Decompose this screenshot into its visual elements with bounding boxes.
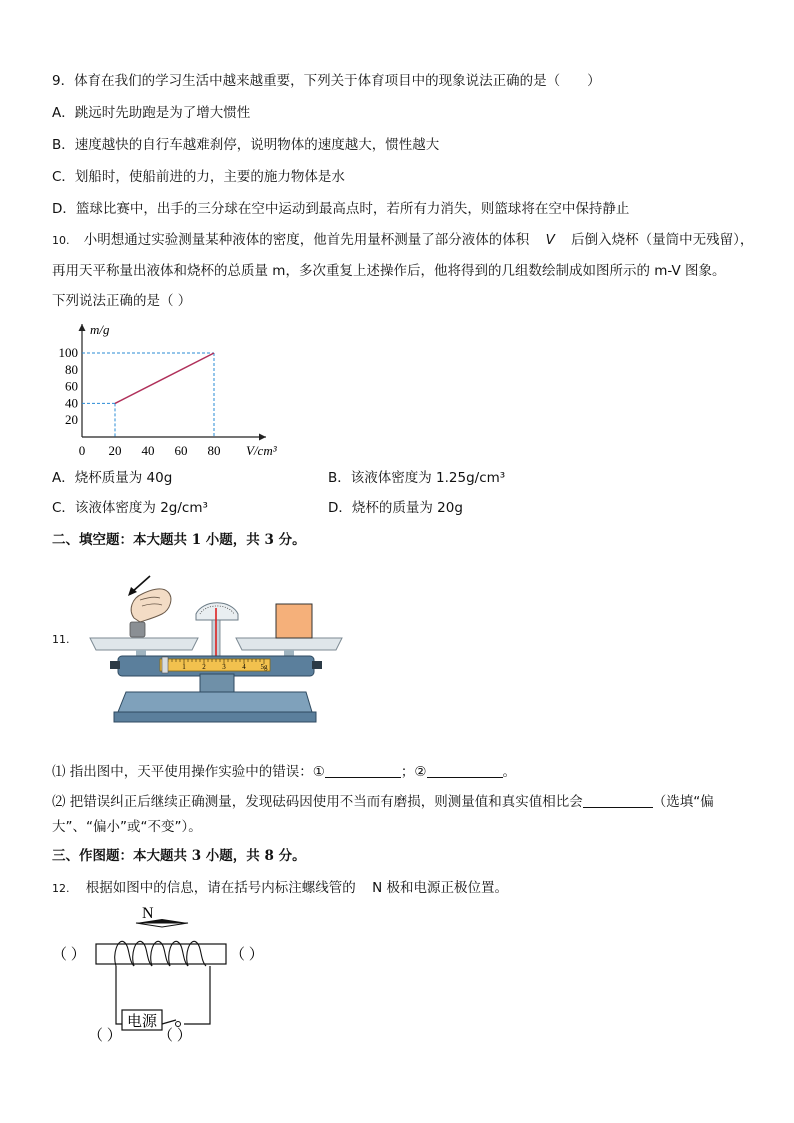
y-tick-label: 60 xyxy=(65,378,78,394)
q12-number: 12. xyxy=(52,882,70,895)
balance-base xyxy=(118,692,312,712)
q10-line3: 下列说法正确的是（ ） xyxy=(52,293,192,309)
x-tick-label: 0 xyxy=(78,443,86,458)
bracket-power-right: （ ） xyxy=(158,1028,192,1044)
q10-line1-v: V xyxy=(545,232,555,248)
q12-stem-a: 根据如图中的信息，请在括号内标注螺线管的 xyxy=(85,880,356,896)
bracket-power-left: （ ） xyxy=(88,1028,122,1044)
needle-n-label: N xyxy=(142,905,154,922)
y-tick-label: 80 xyxy=(65,361,78,377)
y-tick-label: 100 xyxy=(58,345,78,360)
q10-option-b: B．该液体密度为 1.25g/cm³ xyxy=(328,470,506,486)
x-tick-label: 40 xyxy=(141,443,155,458)
scale-label-2: 2 xyxy=(202,663,206,671)
q11-blank-3[interactable] xyxy=(583,793,653,808)
scale-label-1: 1 xyxy=(182,663,186,671)
bracket-left: （ ） xyxy=(52,947,86,963)
q11-part1-end: 。 xyxy=(502,764,517,780)
scale-label-4: 4 xyxy=(242,663,246,671)
q9-option-c: C．划船时，使船前进的力，主要的施力物体是水 xyxy=(52,169,345,185)
q11-part1 xyxy=(52,763,516,781)
q9-option-d: D．篮球比赛中，出手的三分球在空中运动到最高点时，若所有力消失，则篮球将在空中保持静止 xyxy=(52,201,630,217)
q10-option-d: D．烧杯的质量为 20g xyxy=(328,500,463,516)
weight-icon xyxy=(130,622,145,637)
wire-left xyxy=(116,966,122,1024)
q11-part2-text: ⑵ 把错误纠正后继续正确测量，发现砝码因使用不当而有磨损，则测量值和真实值相比会 xyxy=(52,794,583,810)
x-axis-label: V/cm³ xyxy=(246,443,277,458)
wire-right xyxy=(184,966,210,1024)
q10-line1-b: 后倒入烧杯（量筒中无残留）， xyxy=(571,232,754,248)
bracket-right: （ ） xyxy=(230,947,264,963)
q10-option-c: C．该液体密度为 2g/cm³ xyxy=(52,500,208,516)
hand-icon xyxy=(131,589,171,622)
data-series-line xyxy=(115,353,214,403)
switch-contact xyxy=(176,1022,181,1027)
y-tick-label: 40 xyxy=(65,395,78,411)
q11-part2-hint: （选填“偏 xyxy=(652,794,714,810)
balance-illustration xyxy=(88,570,348,730)
q10-option-a: A．烧杯质量为 40g xyxy=(52,470,173,486)
direction-arrow xyxy=(132,576,150,592)
q10-line1 xyxy=(52,231,753,250)
scale-label-3: 3 xyxy=(222,663,226,671)
q11-part1-sep: ；② xyxy=(400,764,427,780)
q11-part2-line2: 大”、“偏小”或“不变”）。 xyxy=(52,819,202,835)
power-source-label: 电源 xyxy=(126,1014,158,1030)
q9-option-a: A．跳远时先助跑是为了增大惯性 xyxy=(52,105,251,121)
solenoid-diagram xyxy=(52,898,282,1048)
q12-stem-b: N 极和电源正极位置。 xyxy=(372,880,508,896)
x-tick-label: 20 xyxy=(108,443,122,458)
q11-part1-text: ⑴ 指出图中，天平使用操作实验中的错误：① xyxy=(52,764,325,780)
x-tick-label: 80 xyxy=(207,443,221,458)
y-tick-label: 20 xyxy=(65,412,78,428)
q10-line2: 再用天平称量出液体和烧杯的总质量 m，多次重复上述操作后，他将得到的几组数绘制成如图所示的 m-V 图象。 xyxy=(52,263,726,279)
q11-part2 xyxy=(52,793,714,811)
q11-number: 11. xyxy=(52,633,70,646)
section-3-title: 三、作图题：本大题共 3 小题，共 8 分。 xyxy=(52,848,306,864)
scale-label-5: 5g xyxy=(260,663,268,671)
right-knob xyxy=(312,661,322,669)
rider xyxy=(162,657,168,673)
right-pan xyxy=(236,638,342,650)
y-axis-label: m/g xyxy=(90,322,110,337)
left-pan xyxy=(90,638,198,650)
q12-stem xyxy=(52,879,508,898)
x-tick-label: 60 xyxy=(174,443,188,458)
q10-number: 10. xyxy=(52,234,70,247)
mv-chart xyxy=(52,318,302,463)
q11-blank-2[interactable] xyxy=(427,763,503,778)
left-knob xyxy=(110,661,120,669)
solenoid-tube xyxy=(96,944,226,964)
q11-blank-1[interactable] xyxy=(325,763,401,778)
rider-scale xyxy=(160,659,270,671)
object-block xyxy=(276,604,312,638)
q10-line1-a: 小明想通过实验测量某种液体的密度，他首先用量杯测量了部分液体的体积 xyxy=(83,232,530,248)
q9-stem: 9．体育在我们的学习生活中越来越重要，下列关于体育项目中的现象说法正确的是（ ） xyxy=(52,73,601,89)
q9-option-b: B．速度越快的自行车越难刹停，说明物体的速度越大，惯性越大 xyxy=(52,137,440,153)
switch-lever xyxy=(162,1020,176,1024)
section-2-title: 二、填空题：本大题共 1 小题，共 3 分。 xyxy=(52,532,306,548)
